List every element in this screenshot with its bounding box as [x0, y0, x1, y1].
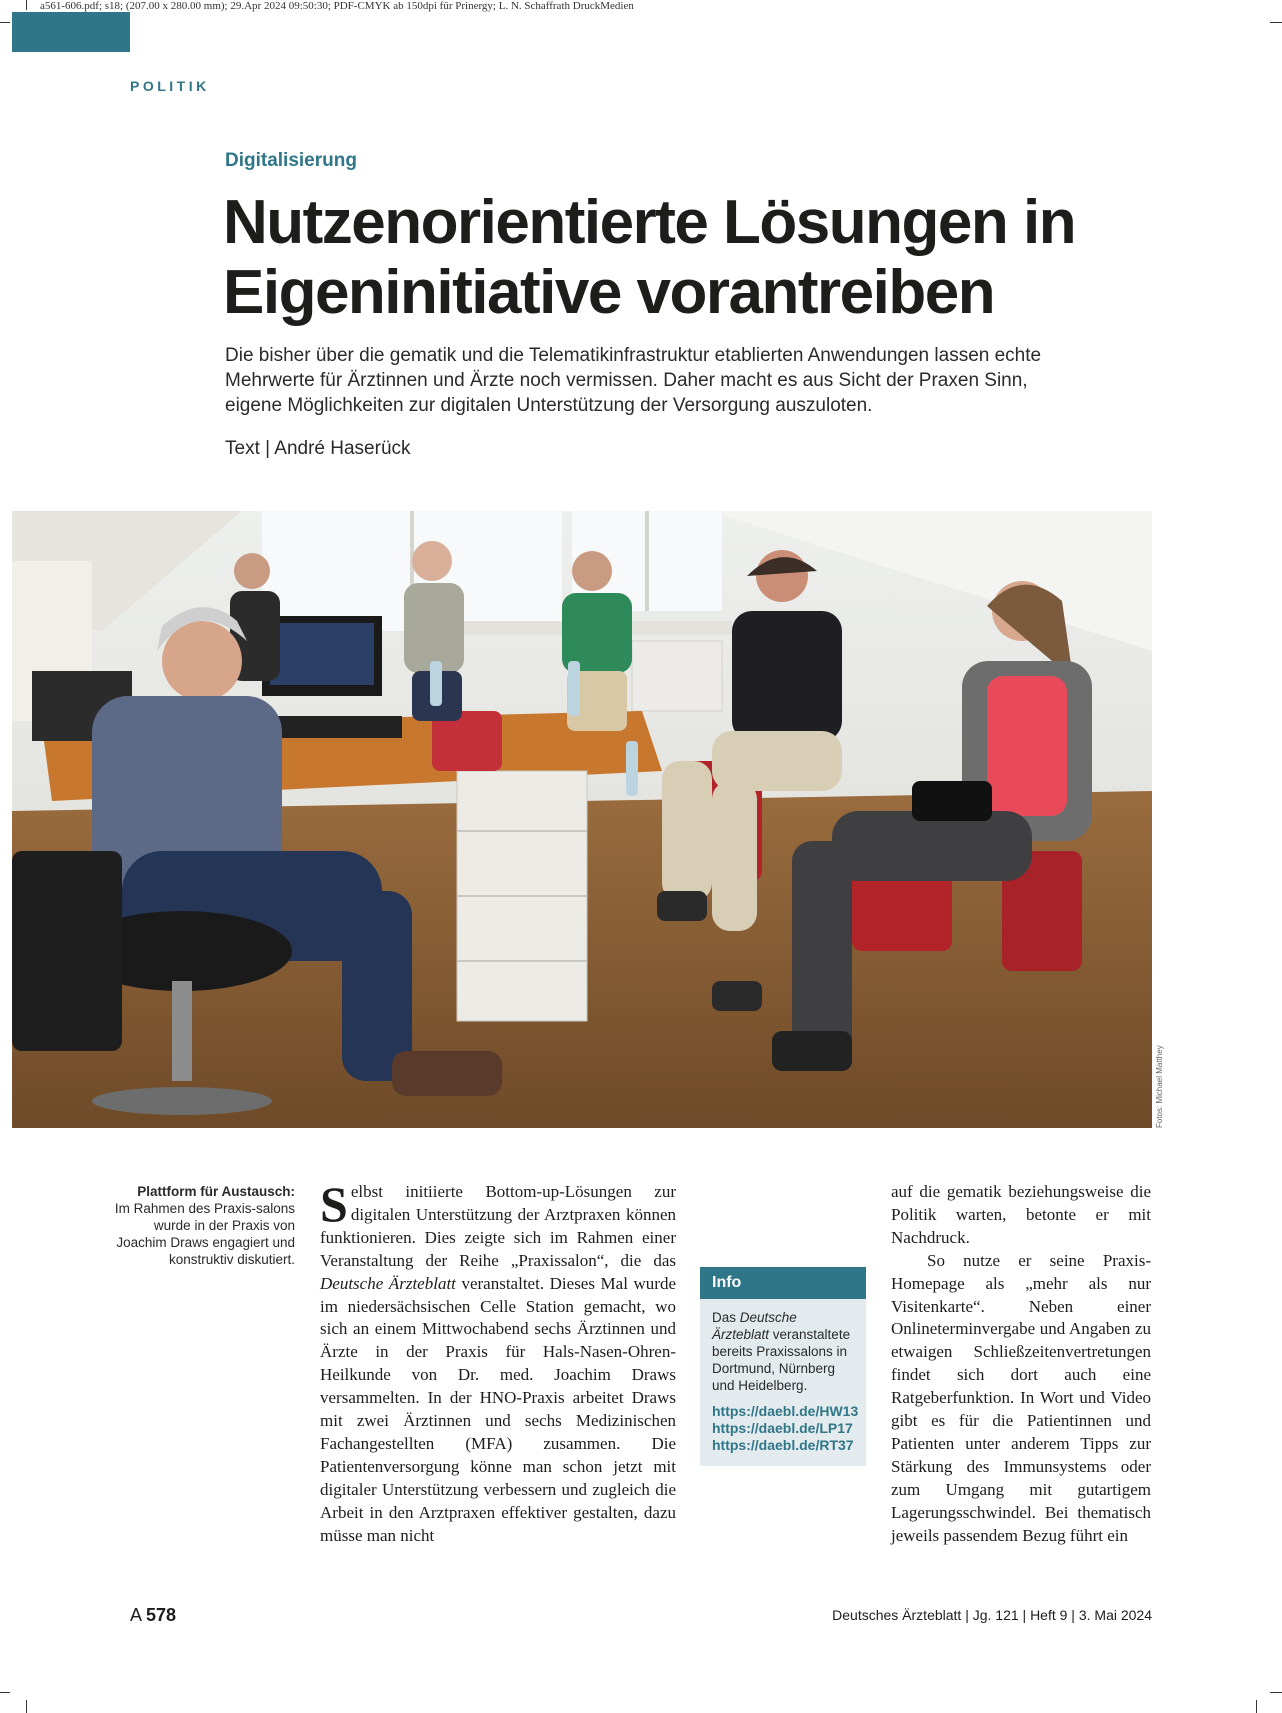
- meeting-photo-illustration: [12, 511, 1152, 1128]
- crop-mark: [1270, 22, 1282, 23]
- article-column-1: [320, 1176, 676, 1548]
- info-link-rt37[interactable]: https://daebl.de/RT37: [712, 1437, 854, 1453]
- article-paragraph: So nutze er seine Praxis-Homepage als „mehr als nur Visitenkarte“. Neben einer Onlineterminvergabe und Angaben zu etwaigen Schließzeitenvertretungen findet sich dort auch eine Ratgeberfunktion. In Wort und Video gibt es für die Patientinnen und Patienten unter anderem Tipps zur Stärkung des Immunsystems oder zum Umgang mit gutartigem Lagerungsschwindel. Bei thematisch jeweils passendem Bezug führt ein: [891, 1250, 1151, 1545]
- crop-mark: [26, 1700, 27, 1713]
- photo-credit: Fotos: Michael Matthey: [1155, 1045, 1164, 1128]
- caption-title: Plattform für Austausch:: [137, 1184, 295, 1199]
- article-text: veranstaltet. Dieses Mal wurde im niedersächsischen Celle Station gemacht, wo sich an einem Mittwochabend sechs Ärztinnen und Ärzte in der Praxis für Hals-Nasen-Ohren-Heilkunde von Dr. med. Joachim Draws versammelten. In der HNO-Praxis arbeitet Draws mit zwei Ärztinnen und sechs Medizinischen Fachangestellten (MFA) zusammen. Die Patientenversorgung könne man schon jetzt mit digitaler Unterstützung verbessern und zugleich die Arbeit in den Arztpraxen effektiver gestalten, dazu müsse man nicht: [320, 1273, 676, 1545]
- info-link-lp17[interactable]: https://daebl.de/LP17: [712, 1420, 853, 1436]
- crop-mark: [1270, 1692, 1282, 1693]
- page-number-value: 578: [146, 1605, 177, 1625]
- info-link-hw13[interactable]: https://daebl.de/HW13: [712, 1403, 859, 1419]
- info-box-body: [700, 1299, 866, 1466]
- info-publication-name: Deutsche Ärzteblatt: [712, 1310, 797, 1342]
- crop-mark: [0, 1692, 10, 1693]
- section-label: POLITIK: [130, 78, 210, 94]
- info-text: Das: [712, 1310, 740, 1325]
- byline: Text | André Haserück: [225, 438, 411, 459]
- article-photo: [12, 511, 1152, 1128]
- print-slug: a561-606.pdf; s18; (207.00 x 280.00 mm); 29.Apr 2024 09:50:30; PDF-CMYK ab 150dpi für Prinergy; L. N. Schaffrath DruckMedien: [40, 0, 634, 12]
- lead-paragraph: Die bisher über die gematik und die Telematikinfrastruktur etablierten Anwendungen lassen echte Mehrwerte für Ärztinnen und Ärzte noch vermissen. Daher macht es aus Sicht der Praxen Sinn, eigene Möglichkeiten zur digitalen Unterstützung der Versorgung auszuloten.: [225, 345, 1042, 416]
- caption-text: Im Rahmen des Praxis-salons wurde in der Praxis von Joachim Draws engagiert und konstruktiv diskutiert.: [114, 1201, 295, 1267]
- publication-name: Deutsche Ärzteblatt: [320, 1273, 456, 1293]
- publication-info: Deutsches Ärzteblatt | Jg. 121 | Heft 9 | 3. Mai 2024: [832, 1607, 1152, 1623]
- info-text: veranstaltete bereits Praxissalons in Dortmund, Nürnberg und Heidelberg.: [712, 1327, 851, 1393]
- crop-mark: [0, 22, 10, 23]
- info-link-list: [712, 1403, 859, 1454]
- page-number: [130, 1605, 176, 1626]
- article-text: elbst initiierte Bottom-up-Lösungen zur digitalen Unterstützung der Arztpraxen können funktionieren. Dies zeigte sich im Rahmen einer Veranstaltung der Reihe „Praxissalon“, die das: [320, 1182, 676, 1270]
- drop-cap: S: [320, 1176, 348, 1232]
- crop-mark: [26, 0, 27, 10]
- article-paragraph: auf die gematik beziehungsweise die Politik warten, betonte er mit Nachdruck.: [891, 1182, 1151, 1247]
- headline-line-2: Eigeninitiative vorantreiben: [223, 258, 995, 327]
- page-prefix: A: [130, 1605, 142, 1625]
- info-box-title: Info: [700, 1267, 866, 1299]
- headline: [223, 188, 1223, 328]
- section-tab-bar: [12, 12, 130, 52]
- article-column-3: [891, 1181, 1151, 1548]
- info-box: [700, 1267, 866, 1466]
- headline-line-1: Nutzenorientierte Lösungen in: [223, 188, 1076, 257]
- kicker: Digitalisierung: [225, 150, 357, 171]
- photo-caption: [108, 1183, 295, 1268]
- crop-mark: [1256, 1700, 1257, 1713]
